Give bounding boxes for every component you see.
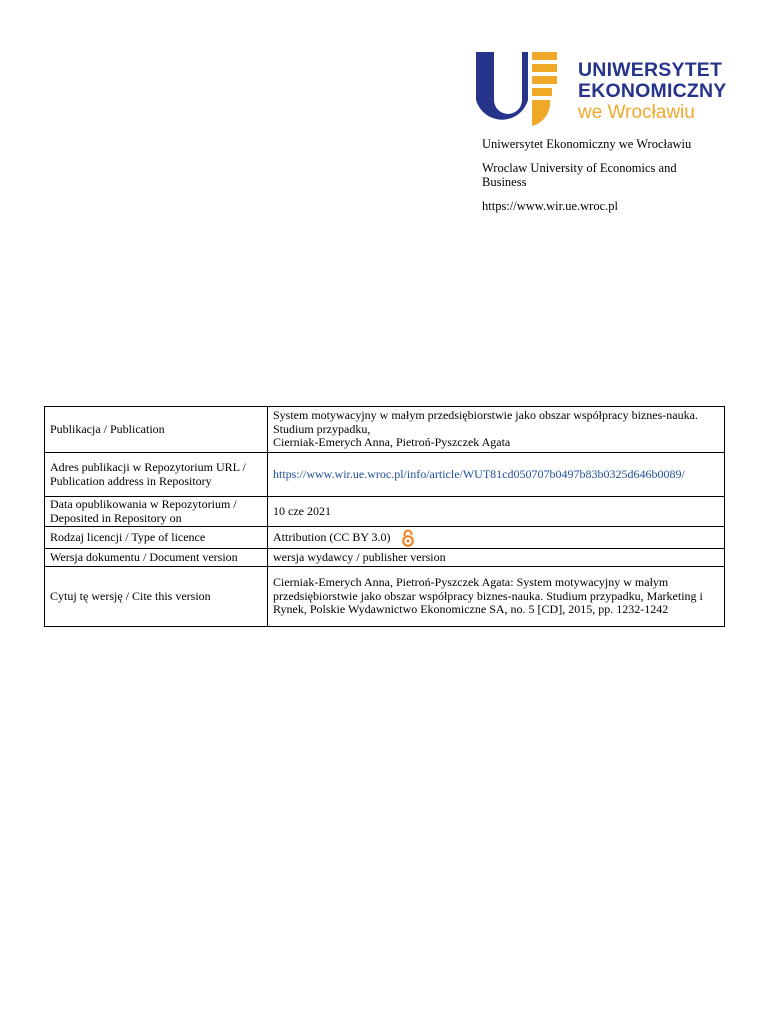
publication-label: Publikacja / Publication	[45, 407, 268, 453]
address-value	[268, 453, 725, 497]
institution-name-en: Wroclaw University of Economics and Business	[482, 161, 677, 189]
deposited-value: 10 cze 2021	[268, 497, 725, 527]
licence-text: Attribution (CC BY 3.0)	[273, 529, 391, 544]
logo-line-1: UNIWERSYTET	[578, 59, 723, 81]
repository-url-link[interactable]: https://www.wir.ue.wroc.pl/info/article/WUT81cd050707b0497b83b0325d646b0089/	[273, 466, 685, 481]
table-row-publication	[45, 407, 725, 453]
table-row-citation	[45, 567, 725, 627]
publication-title: System motywacyjny w małym przedsiębiorstwie jako obszar współpracy biznes-nauka. Studium przypadku,	[273, 408, 698, 436]
licence-label: Rodzaj licencji / Type of licence	[45, 527, 268, 549]
logo-wordmark	[578, 60, 726, 123]
table-row-licence	[45, 527, 725, 549]
logo-line-2: EKONOMICZNY	[578, 80, 727, 102]
logo-line-3: we Wrocławiu	[578, 102, 695, 123]
licence-wrap	[273, 529, 415, 547]
version-value: wersja wydawcy / publisher version	[268, 549, 725, 567]
table-row-address	[45, 453, 725, 497]
table-row-deposited	[45, 497, 725, 527]
version-label: Wersja dokumentu / Document version	[45, 549, 268, 567]
university-logo	[474, 52, 734, 132]
publication-metadata-table	[44, 406, 725, 627]
institution-info	[482, 137, 722, 223]
address-label: Adres publikacji w Repozytorium URL / Publication address in Repository	[45, 453, 268, 497]
open-access-icon	[401, 529, 415, 547]
citation-value: Cierniak-Emerych Anna, Pietroń-Pyszczek Agata: System motywacyjny w małym przedsiębiorstwie jako obszar współpracy biznes-nauka. Studium przypadku, Marketing i Rynek, Polskie Wydawnictwo Ekonomiczne SA, no. 5 [CD], 2015, pp. 1232-1242	[268, 567, 725, 627]
logo-mark-icon	[474, 52, 570, 132]
deposited-label: Data opublikowania w Repozytorium / Deposited in Repository on	[45, 497, 268, 527]
institution-name-pl: Uniwersytet Ekonomiczny we Wrocławiu	[482, 137, 692, 151]
publication-authors: Cierniak-Emerych Anna, Pietroń-Pyszczek Agata	[273, 435, 511, 450]
licence-value	[268, 527, 725, 549]
table-row-version	[45, 549, 725, 567]
publication-value	[268, 407, 725, 453]
institution-website: https://www.wir.ue.wroc.pl	[482, 199, 618, 213]
citation-label: Cytuj tę wersję / Cite this version	[45, 567, 268, 627]
